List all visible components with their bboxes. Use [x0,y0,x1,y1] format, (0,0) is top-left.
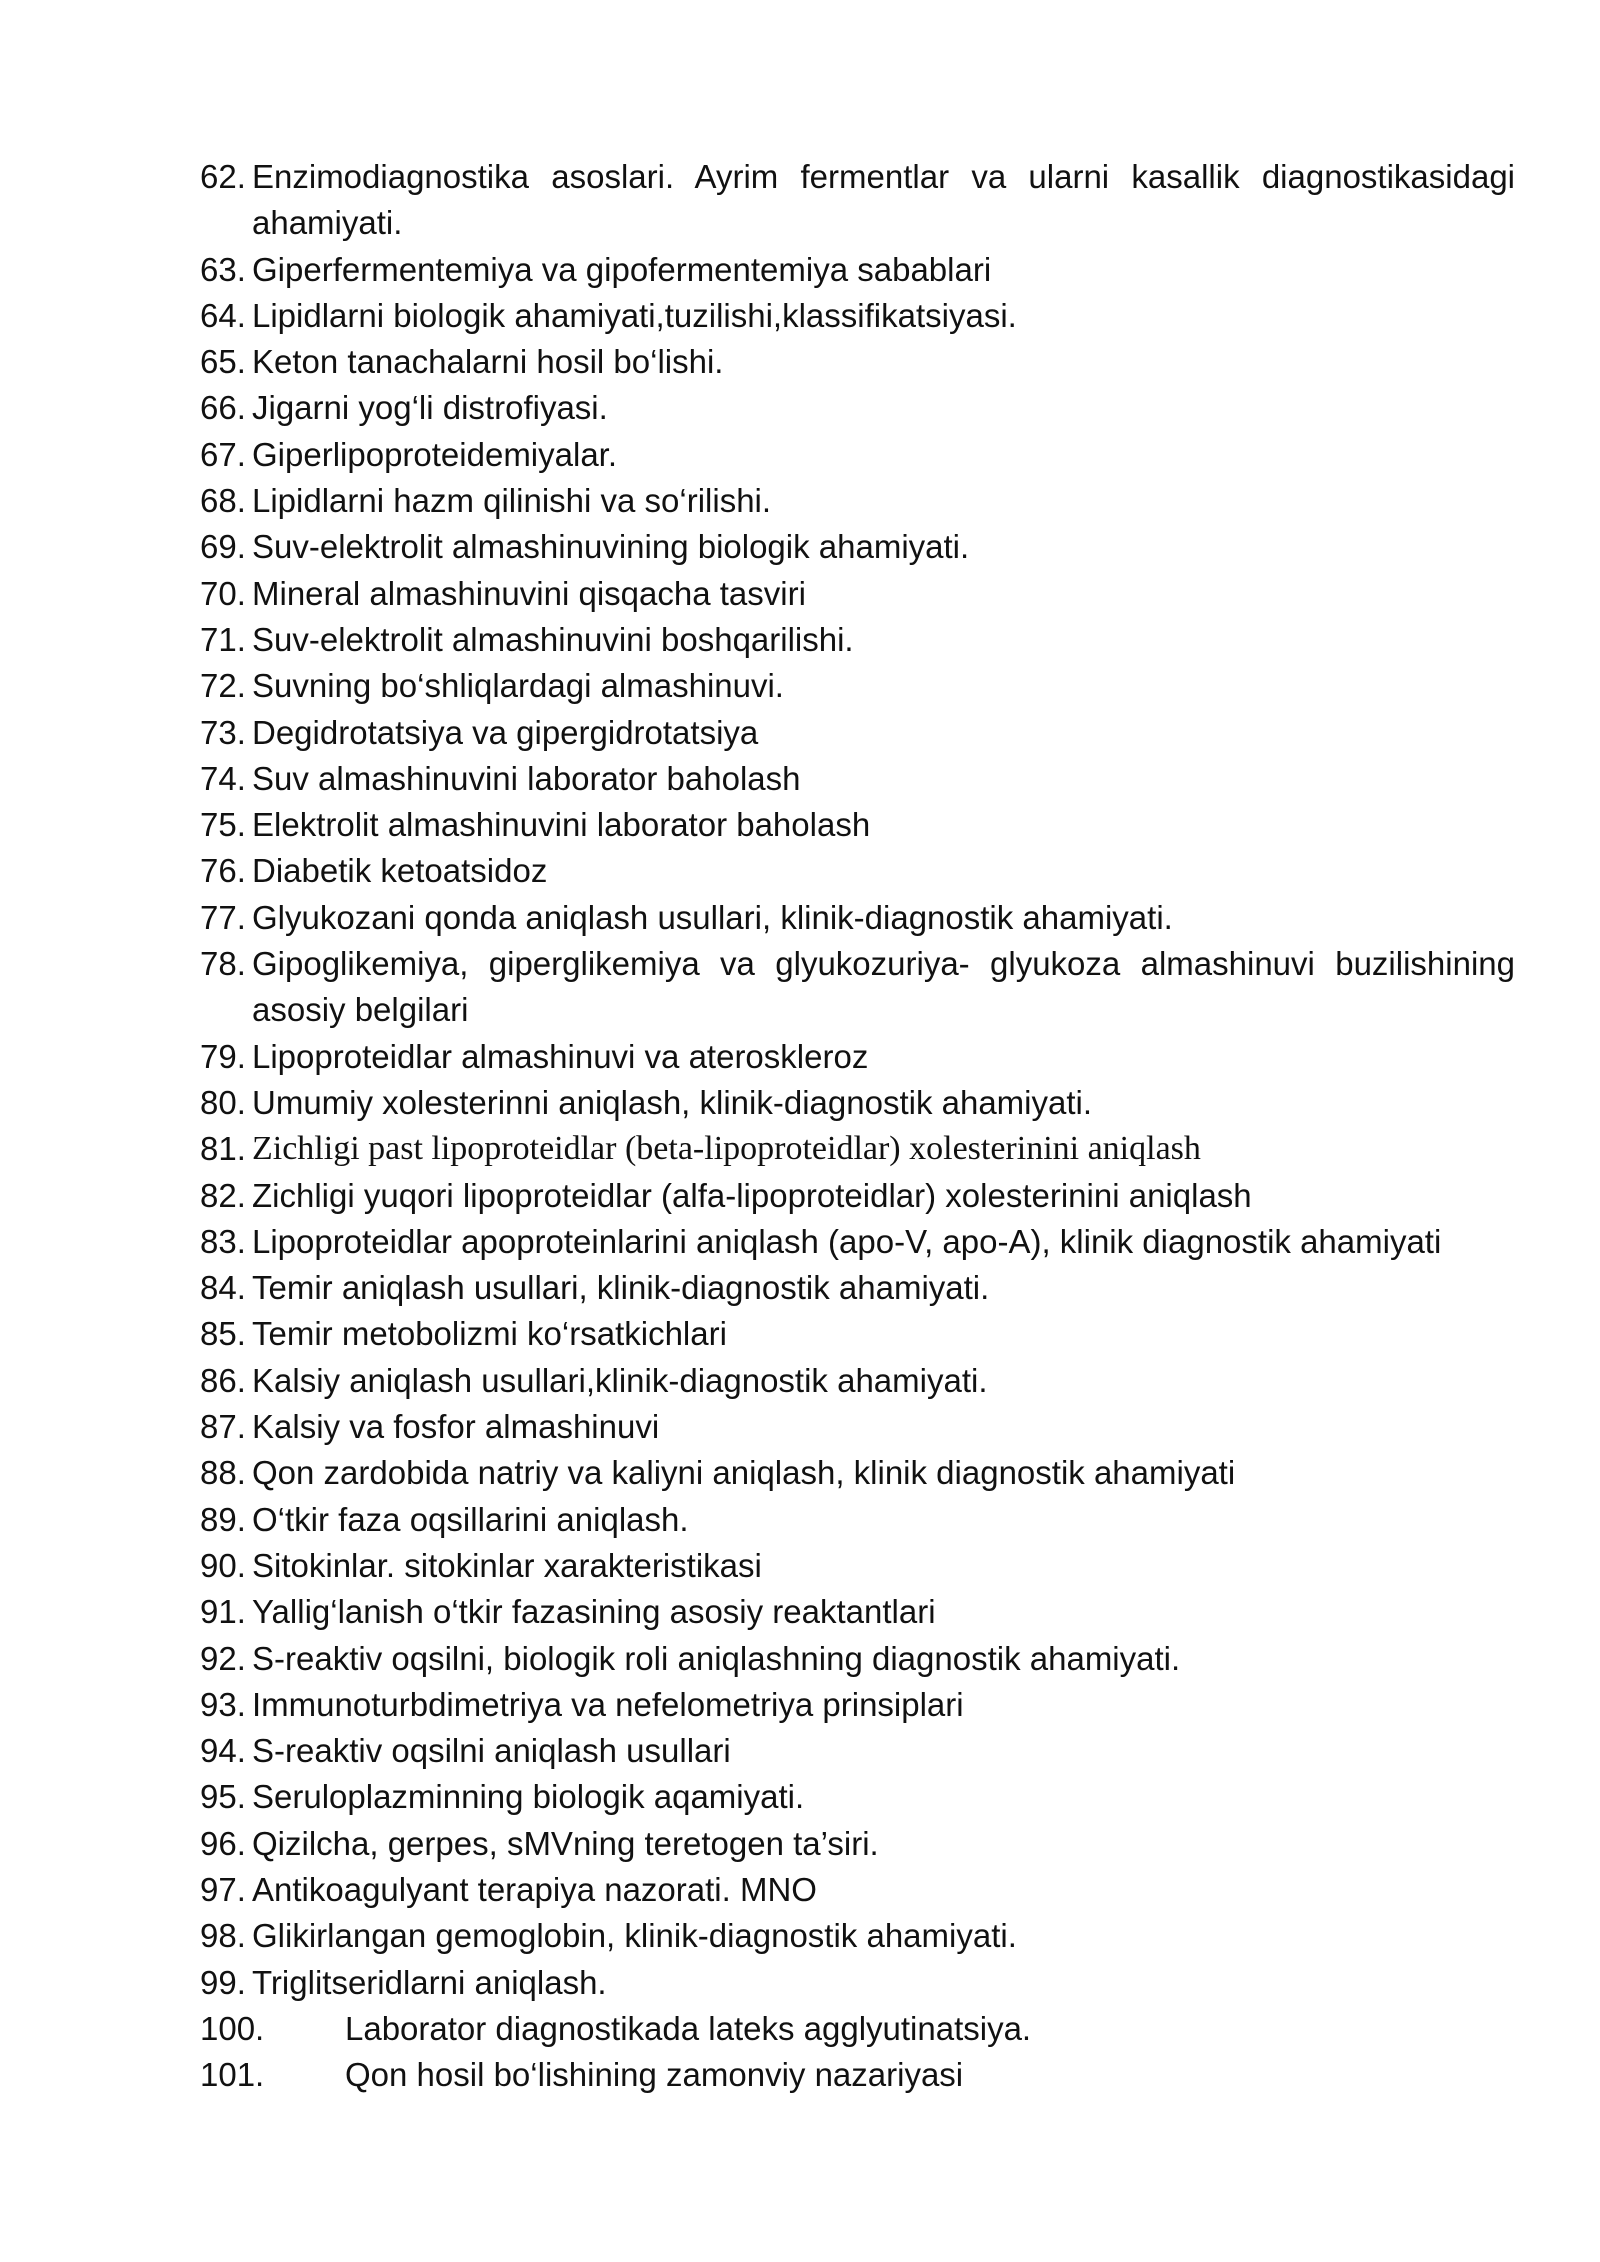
list-item [200,1589,1515,1635]
list-item [200,1173,1515,1219]
list-item [200,1450,1515,1496]
list-item [200,1265,1515,1311]
item-number: 83. [200,1222,246,1260]
list-item [200,154,1515,247]
item-number: 90. [200,1546,246,1584]
item-text: Giperlipoproteidemiyalar. [252,435,618,473]
item-text: Qon zardobida natriy va kaliyni aniqlash, klinik diagnostik ahamiyati [252,1454,1236,1492]
list-item [200,1913,1515,1959]
item-text: Umumiy xolesterinni aniqlash, klinik-diagnostik ahamiyati. [252,1083,1093,1121]
item-text: Temir metobolizmi ko‘rsatkichlari [252,1315,727,1353]
item-text: Kalsiy va fosfor almashinuvi [252,1408,660,1446]
item-text: Zichligi yuqori lipoproteidlar (alfa-lipoproteidlar) xolesterinini aniqlash [252,1176,1252,1214]
item-text: Gipoglikemiya, giperglikemiya va glyukozuriya- glyukoza almashinuvi buzilishining asosiy belgilari [252,945,1515,1029]
item-text: Keton tanachalarni hosil bo‘lishi. [252,343,724,381]
item-text: Glikirlangan gemoglobin, klinik-diagnostik ahamiyati. [252,1917,1017,1955]
list-item [200,1960,1515,2006]
item-text: Lipidlarni hazm qilinishi va so‘rilishi. [252,482,772,520]
item-text: Degidrotatsiya va gipergidrotatsiya [252,713,759,751]
item-text: Suv-elektrolit almashinuvini boshqarilishi. [252,620,854,658]
item-number: 101. [200,2056,265,2094]
list-item [200,802,1515,848]
item-text: Diabetik ketoatsidoz [252,852,548,890]
item-text: Laborator diagnostikada lateks agglyutinatsiya. [345,2009,1032,2047]
item-text: Jigarni yog‘li distrofiyasi. [252,389,608,427]
list-item [200,1311,1515,1357]
item-number: 100. [200,2009,265,2047]
list-item [200,1867,1515,1913]
list-item [200,1774,1515,1820]
item-number: 69. [200,528,246,566]
item-number: 71. [200,620,246,658]
list-item [200,1358,1515,1404]
item-number: 79. [200,1037,246,1075]
list-item [200,524,1515,570]
item-number: 76. [200,852,246,890]
item-number: 88. [200,1454,246,1492]
item-number: 68. [200,482,246,520]
item-number: 74. [200,759,246,797]
item-number: 95. [200,1778,246,1816]
list-item [200,478,1515,524]
item-number: 87. [200,1408,246,1446]
item-number: 72. [200,667,246,705]
list-item [200,432,1515,478]
item-number: 94. [200,1732,246,1770]
item-number: 81. [200,1130,246,1168]
item-text: Lipoproteidlar almashinuvi va ateroskleroz [252,1037,869,1075]
item-number: 85. [200,1315,246,1353]
item-number: 63. [200,250,246,288]
item-text: Lipoproteidlar apoproteinlarini aniqlash (apo-V, apo-A), klinik diagnostik ahamiyati [252,1222,1442,1260]
item-text: Lipidlarni biologik ahamiyati,tuzilishi,klassifikatsiyasi. [252,296,1017,334]
list-item [200,2006,1515,2052]
item-text: Giperfermentemiya va gipofermentemiya sabablari [252,250,992,288]
list-item [200,339,1515,385]
item-number: 96. [200,1824,246,1862]
item-number: 75. [200,806,246,844]
list-item [200,247,1515,293]
item-text: O‘tkir faza oqsillarini aniqlash. [252,1500,689,1538]
item-number: 64. [200,296,246,334]
list-item [200,1821,1515,1867]
list-item [200,848,1515,894]
item-number: 73. [200,713,246,751]
list-item [200,293,1515,339]
item-text: Suvning bo‘shliqlardagi almashinuvi. [252,667,784,705]
list-item [200,756,1515,802]
item-number: 77. [200,898,246,936]
item-text: Zichligi past lipoproteidlar (beta-lipoproteidlar) xolesterinini aniqlash [252,1130,1201,1168]
item-text: Enzimodiagnostika asoslari. Ayrim fermentlar va ularni kasallik diagnostikasidagi ahamiyati. [252,158,1515,242]
list-item [200,2052,1515,2098]
item-text: Immunoturbdimetriya va nefelometriya prinsiplari [252,1685,964,1723]
list-item [200,1543,1515,1589]
item-number: 89. [200,1500,246,1538]
item-text: Sitokinlar. sitokinlar xarakteristikasi [252,1546,762,1584]
item-text: S-reaktiv oqsilni aniqlash usullari [252,1732,731,1770]
item-number: 67. [200,435,246,473]
item-text: Yallig‘lanish o‘tkir fazasining asosiy reaktantlari [252,1593,936,1631]
item-number: 70. [200,574,246,612]
list-item [200,1728,1515,1774]
item-number: 91. [200,1593,246,1631]
item-text: Glyukozani qonda aniqlash usullari, klinik-diagnostik ahamiyati. [252,898,1173,936]
item-text: Qizilcha, gerpes, sMVning teretogen ta’siri. [252,1824,879,1862]
item-number: 97. [200,1870,246,1908]
item-number: 65. [200,343,246,381]
list-item [200,663,1515,709]
question-list [200,154,1515,2098]
item-number: 86. [200,1361,246,1399]
item-number: 62. [200,158,246,195]
item-text: Antikoagulyant terapiya nazorati. MNO [252,1870,817,1908]
item-text: Elektrolit almashinuvini laborator baholash [252,806,871,844]
item-number: 80. [200,1083,246,1121]
item-number: 84. [200,1269,246,1307]
item-text: Qon hosil bo‘lishining zamonviy nazariyasi [345,2056,964,2094]
list-item [200,385,1515,431]
item-number: 93. [200,1685,246,1723]
list-item [200,1682,1515,1728]
list-item [200,1034,1515,1080]
item-text: Suv-elektrolit almashinuvining biologik ahamiyati. [252,528,970,566]
item-number: 92. [200,1639,246,1677]
item-text: S-reaktiv oqsilni, biologik roli aniqlashning diagnostik ahamiyati. [252,1639,1181,1677]
list-item [200,941,1515,1034]
list-item [200,1080,1515,1126]
item-number: 78. [200,945,246,983]
list-item [200,710,1515,756]
item-number: 98. [200,1917,246,1955]
item-number: 82. [200,1176,246,1214]
list-item [200,1404,1515,1450]
item-text: Temir aniqlash usullari, klinik-diagnostik ahamiyati. [252,1269,990,1307]
list-item [200,571,1515,617]
list-item [200,895,1515,941]
item-text: Triglitseridlarni aniqlash. [252,1963,607,2001]
item-number: 99. [200,1963,246,2001]
item-text: Suv almashinuvini laborator baholash [252,759,801,797]
list-item [200,1126,1515,1172]
list-item [200,1636,1515,1682]
item-text: Seruloplazminning biologik aqamiyati. [252,1778,805,1816]
item-number: 66. [200,389,246,427]
list-item [200,1219,1515,1265]
list-item [200,1497,1515,1543]
item-text: Mineral almashinuvini qisqacha tasviri [252,574,806,612]
item-text: Kalsiy aniqlash usullari,klinik-diagnostik ahamiyati. [252,1361,988,1399]
list-item [200,617,1515,663]
